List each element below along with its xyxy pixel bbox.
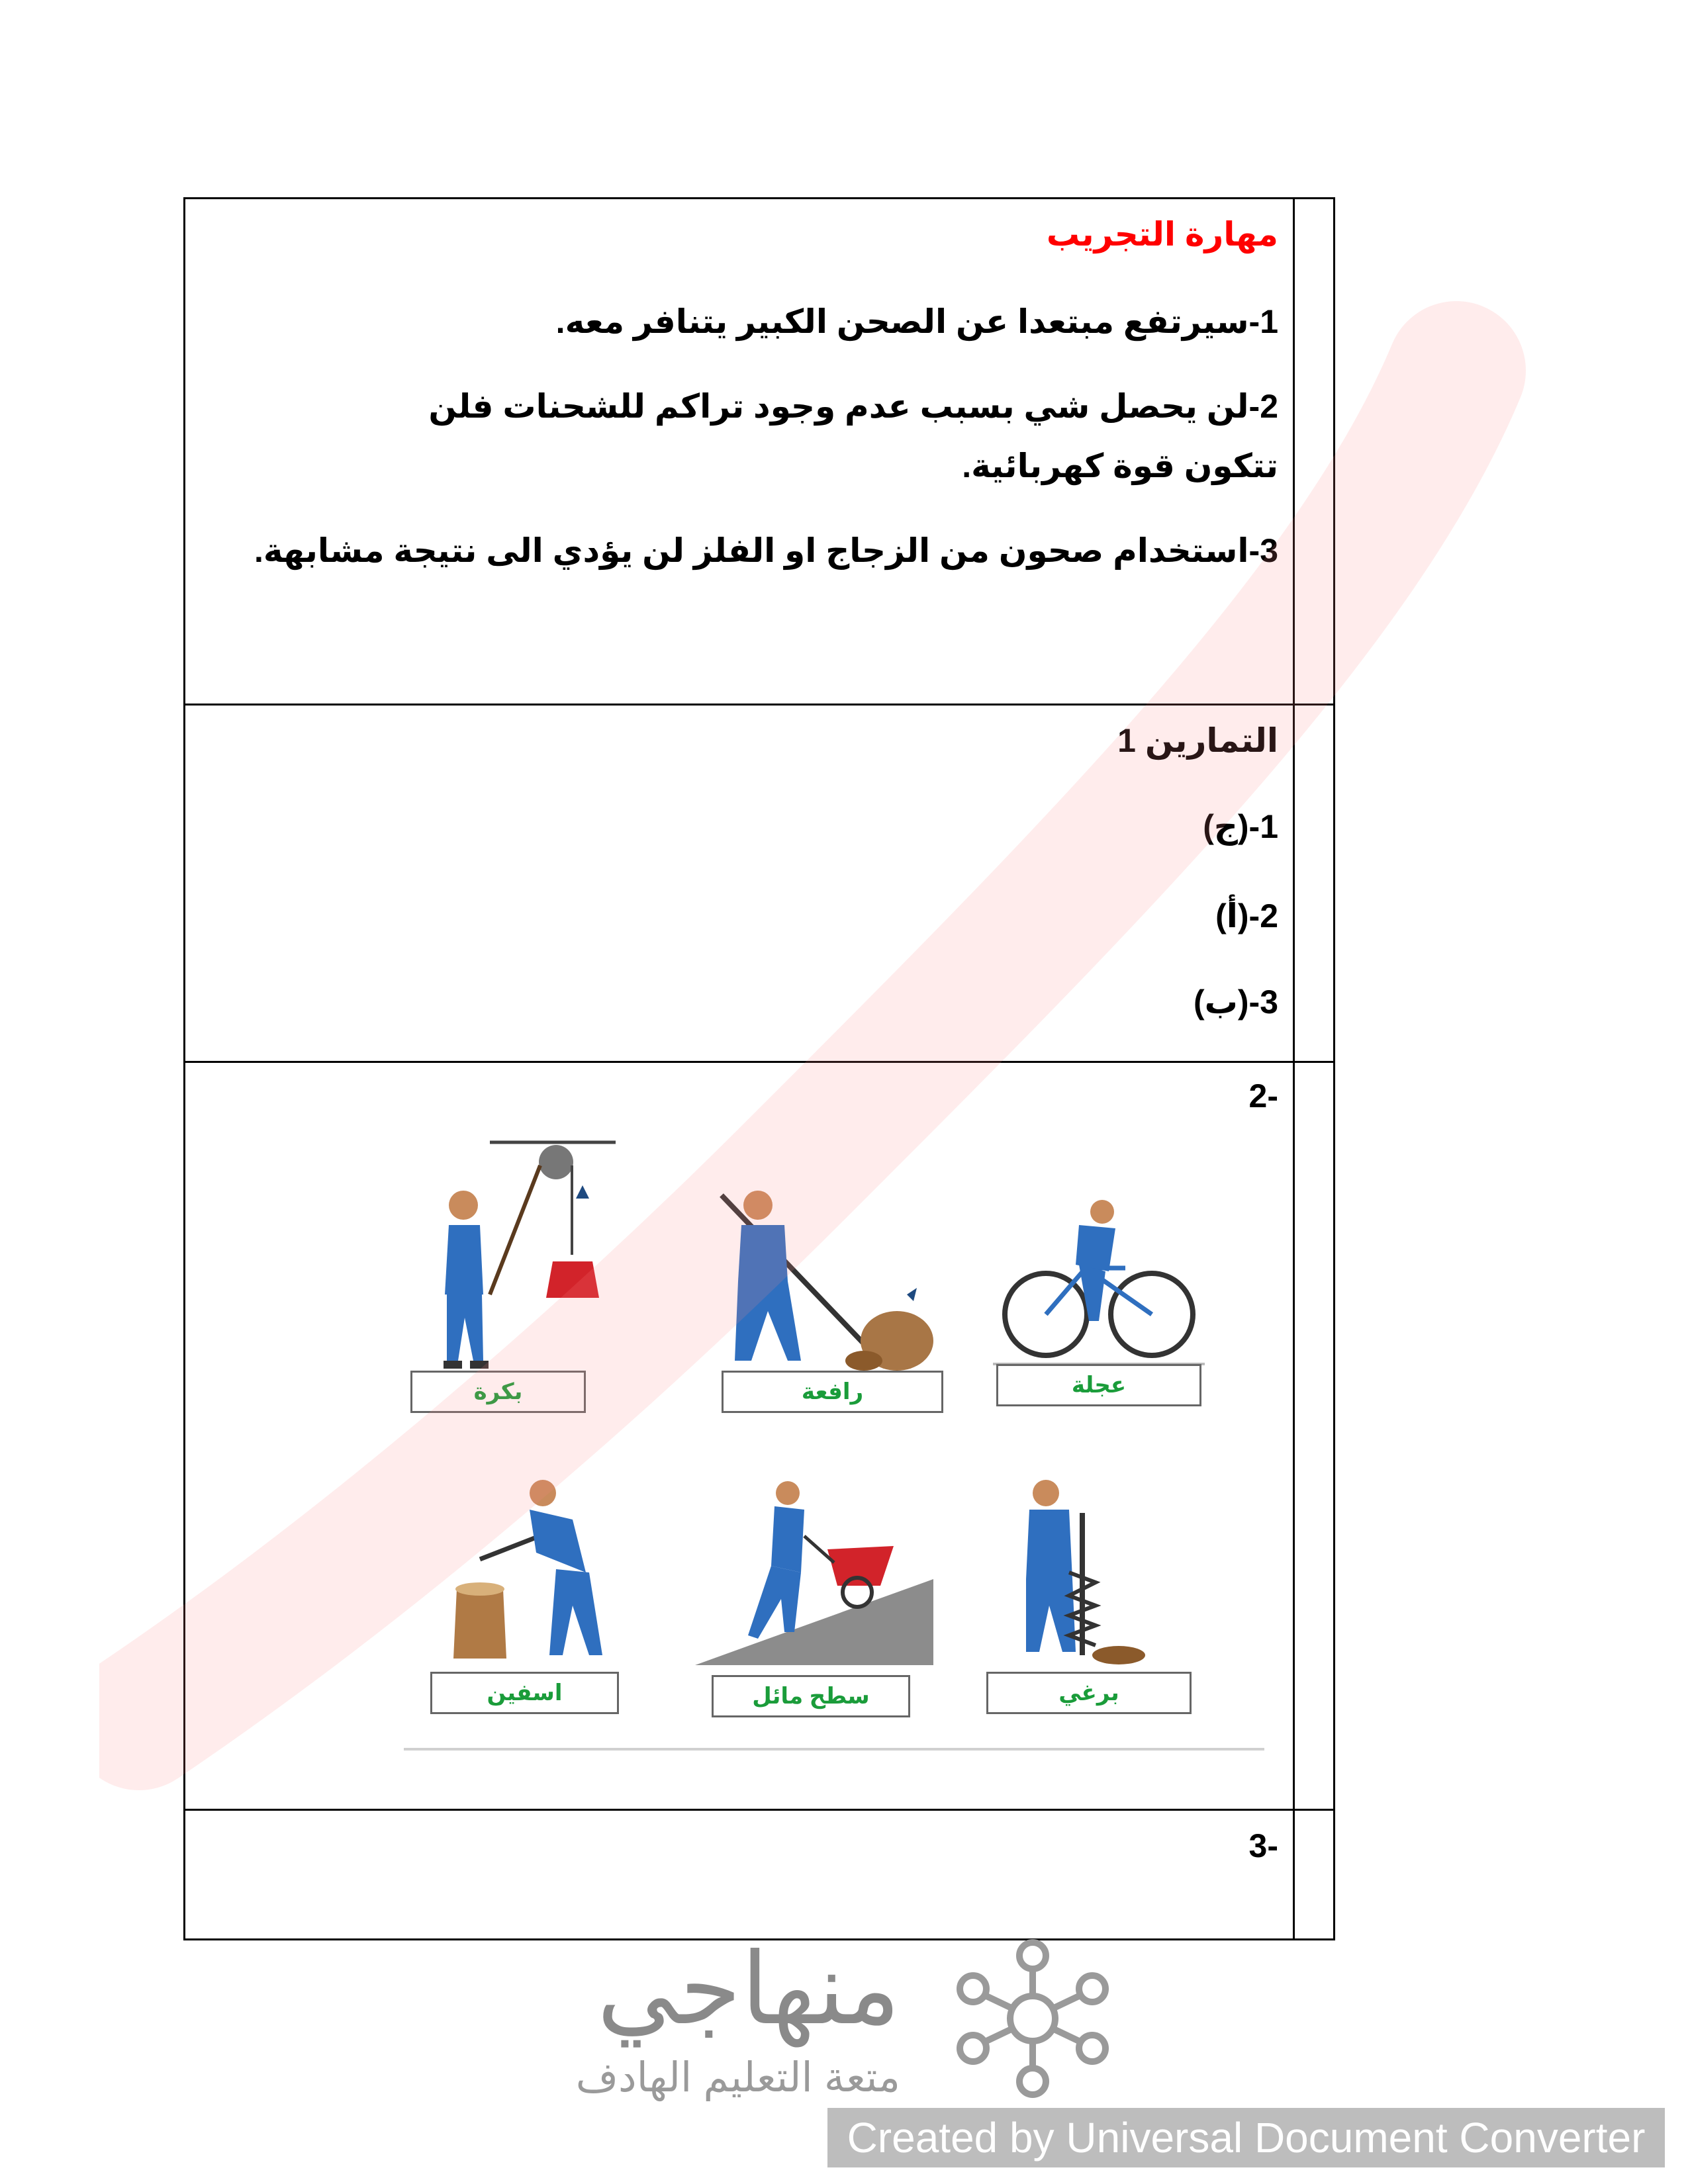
converter-watermark: Created by Universal Document Converter [827, 2108, 1665, 2167]
label-screw: برغي [986, 1672, 1192, 1714]
question-2-heading: -2 [1248, 1077, 1278, 1115]
logo-slogan: متعة التعليم الهادف [575, 2055, 900, 2101]
label-inclined-plane: سطح مائل [712, 1675, 910, 1717]
logo-name: منهاجي [596, 1933, 900, 2044]
table-side-column [1293, 1063, 1333, 1809]
label-lever: رافعة [722, 1371, 943, 1413]
experiment-skill-heading: مهارة التجريب [1046, 216, 1278, 253]
wedge-scene [430, 1473, 642, 1725]
label-wedge: اسفين [430, 1672, 619, 1714]
experiment-skill-row [185, 199, 1333, 705]
lever-scene [695, 1169, 933, 1420]
answer-2: 2-(أ) [1215, 897, 1278, 934]
manhaji-logo [530, 1919, 1165, 2118]
table-side-column [1293, 199, 1333, 704]
question-3-heading: -3 [1248, 1827, 1278, 1864]
exercises-row [185, 705, 1333, 1063]
answer-3: 3-(ب) [1193, 983, 1278, 1021]
inclined-plane-figure [695, 1473, 947, 1685]
label-wheel: عجلة [996, 1364, 1201, 1406]
screw-figure [986, 1473, 1211, 1685]
inclined-plane-scene [695, 1473, 947, 1725]
wedge-figure [430, 1473, 642, 1685]
table-side-column [1293, 705, 1333, 1061]
experiment-item-2: 2-لن يحصل شي بسبب عدم وجود تراكم للشحنات فلن تتكون قوة كهربائية. [428, 388, 1278, 484]
picture-baseline [404, 1748, 1264, 1751]
screw-scene [986, 1473, 1211, 1725]
exercises-cell [185, 705, 1293, 1061]
simple-machines-row [185, 1063, 1333, 1811]
exercises-heading: التمارين 1 [1117, 722, 1278, 759]
table-side-column [1293, 1811, 1333, 1938]
answer-table [183, 197, 1335, 1940]
label-pulley: بكرة [410, 1371, 586, 1413]
pulley-scene [417, 1136, 629, 1414]
answer-1: 1-(ج) [1203, 808, 1278, 845]
experiment-skill-cell [185, 199, 1293, 704]
experiment-item-1: 1-سيرتفع مبتعدا عن الصحن الكبير يتنافر معه. [555, 303, 1278, 340]
simple-machines-picture [404, 1136, 1264, 1778]
logo-flower-icon [927, 1919, 1139, 2118]
wheel-scene [986, 1189, 1211, 1427]
experiment-item-3: 3-استخدام صحون من الزجاج او الفلز لن يؤدي الى نتيجة مشابهة. [254, 532, 1278, 569]
